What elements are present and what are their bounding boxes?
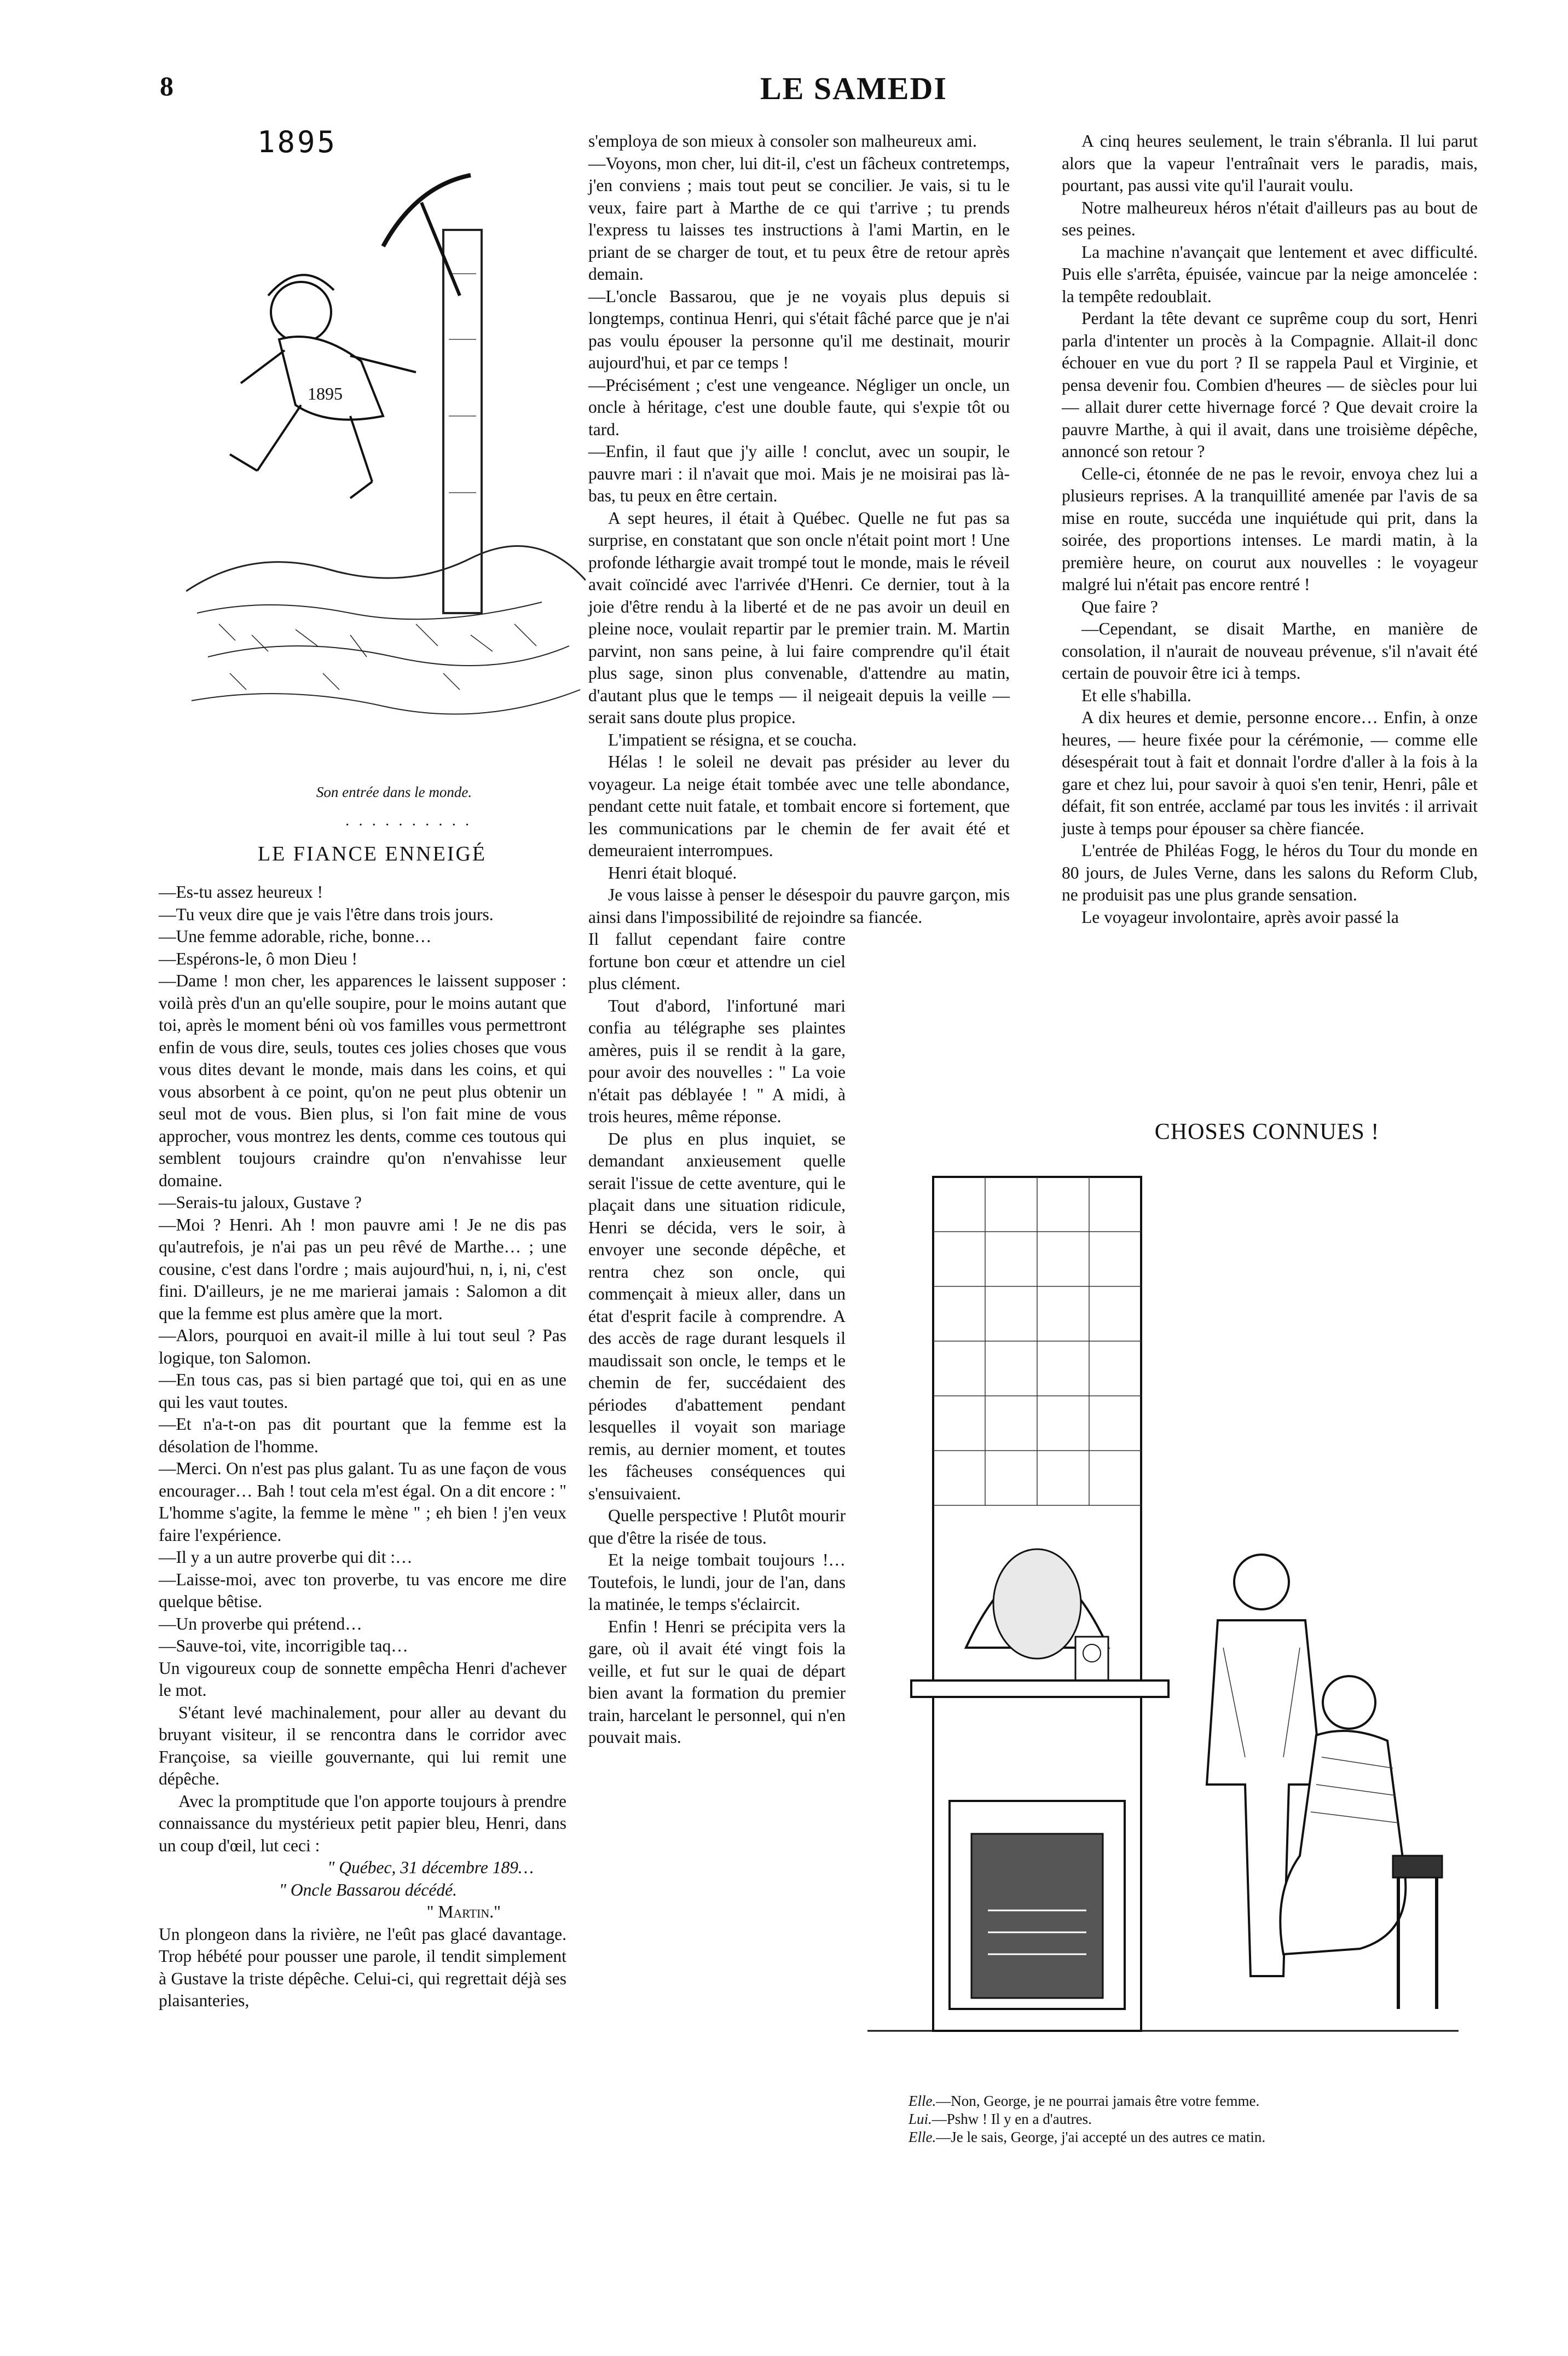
section-title: CHOSES CONNUES ! — [1154, 1119, 1380, 1145]
caption-line — [909, 2092, 1472, 2110]
paragraph: De plus en plus inquiet, se demandant anxieusement quelle serait l'issue de cette aventure, qui le plaçait dans une situation ridicule, Henri se décida, vers le soir, à envoyer une seconde dépêche, et rentra chez son oncle, qui commençait à mieux aller, dans un état d'esprit facile à comprendre. A des accès de rage durant lesquels il maudissait son oncle, le temps et le chemin de fer, succédaient des périodes d'abattement pendant lesquelles il voyait son mariage remis, au dernier moment, et toutes les fâcheuses conséquences qui s'ensuivaient. — [588, 1129, 846, 1503]
illustration-new-year-child — [186, 164, 586, 766]
story-title: LE FIANCE ENNEIGÉ — [257, 842, 487, 865]
paragraph: —Dame ! mon cher, les apparences le laissent supposer : voilà près d'un an qu'elle soupire, pour le moins autant que toi, après le moment béni où vos familles vous permettront enfin de vous dire, seuls, toutes ces jolies choses que vous vous dites devant le monde, mais dans les coins, et qui vous absorbent à ce point, qu'on ne peut plus obtenir un seul mot de vous. Bien plus, si l'on fait mine de vous approcher, vous montrez les dents, comme ces toutous qui semblent toujours craindre qu'on n'envahisse leur domaine. — [159, 971, 566, 1190]
paragraph: —Es-tu assez heureux ! — [159, 882, 323, 902]
paragraph: —Un proverbe qui prétend… — [159, 1614, 362, 1633]
paragraph: —En tous cas, pas si bien partagé que toi, qui en as une qui les vaut toutes. — [159, 1370, 566, 1412]
paragraph: La machine n'avançait que lentement et avec difficulté. Puis elle s'arrêta, épuisée, vaincue par la neige amoncelée : la tempête redoublait. — [1062, 242, 1478, 306]
paragraph: Henri était bloqué. — [608, 863, 737, 882]
paragraph: Perdant la tête devant ce suprême coup du sort, Henri parla d'intenter un procès à la Compagnie. Allait-il donc échouer en vue du port ? Il se rappela Paul et Virginie, et pensa devenir fou. Combien d'heures — de siècles pour lui — allait durer cette hivernage forcé ? Que devait croire la pauvre Marthe, à qui il avait, dans une troisième dépêche, annoncé son retour ? — [1062, 309, 1478, 461]
column-1 — [159, 881, 566, 2012]
illustration-fireplace-couple — [867, 1155, 1459, 2080]
caption-text: —Non, George, je ne pourrai jamais être votre femme. — [936, 2093, 1260, 2109]
caption-text: —Pshw ! Il y en a d'autres. — [931, 2111, 1092, 2127]
paragraph: Et la neige tombait toujours !… Toutefois, le lundi, jour de l'an, dans la matinée, le temps s'éclaircit. — [588, 1550, 846, 1614]
paragraph: Quelle perspective ! Plutôt mourir que d'être la risée de tous. — [588, 1506, 846, 1547]
column-3 — [1062, 130, 1478, 928]
badge-year: 1895 — [308, 384, 343, 403]
caption-speaker: Elle. — [909, 2093, 936, 2109]
page-number: 8 — [160, 71, 173, 101]
paragraph: Celle-ci, étonnée de ne pas le revoir, envoya chez lui a plusieurs reprises. A la tranquillité amenée par l'avis de sa mise en route, succéda une inquiétude qui prit, dans la soirée, des proportions intenses. Le mardi matin, à la première heure, on courut aux nouvelles : le voyageur malgré lui n'était pas encore rentré ! — [1062, 464, 1478, 594]
journal-title: LE SAMEDI — [760, 71, 947, 106]
paragraph: —Laisse-moi, avec ton proverbe, tu vas encore me dire quelque bêtise. — [159, 1569, 566, 1611]
paragraph: Je vous laisse à penser le désespoir du pauvre garçon, mis ainsi dans l'impossibilité de rejoindre sa fiancée. — [588, 885, 1010, 927]
paragraph: —Tu veux dire que je vais l'être dans trois jours. — [159, 904, 494, 924]
paragraph: Un plongeon dans la rivière, ne l'eût pas glacé davantage. Trop hébété pour pousser une parole, il tendit simplement à Gustave la triste dépêche. Celui-ci, qui regrettait déjà ses plaisanteries, — [159, 1924, 566, 2010]
paragraph: —Précisément ; c'est une vengeance. Négliger un oncle, un oncle à héritage, c'est une double faute, qui s'expie tôt ou tard. — [588, 375, 1010, 439]
paragraph: —Enfin, il faut que j'y aille ! conclut, avec un soupir, le pauvre mari : il n'avait que moi. Mais je ne moisirai pas là-bas, tu peux en être certain. — [588, 442, 1010, 505]
caption-text: —Je le sais, George, j'ai accepté un des autres ce matin. — [936, 2129, 1266, 2145]
illustration-caption-dialogue — [909, 2092, 1472, 2146]
dispatch-line: " Québec, 31 décembre 189… — [327, 1858, 534, 1877]
paragraph: —Merci. On n'est pas plus galant. Tu as une façon de vous encourager… Bah ! tout cela m'est égal. On a dit encore : " L'homme s'agite, la femme le mène " ; eh bien ! j'en veux faire l'expérience. — [159, 1459, 566, 1545]
paragraph: Notre malheureux héros n'était d'ailleurs pas au bout de ses peines. — [1062, 198, 1478, 239]
paragraph: —Moi ? Henri. Ah ! mon pauvre ami ! Je ne dis pas qu'autrefois, je n'ai pas un peu rêvé de Marthe… ; une cousine, c'est dans l'ordre ; mais aujourd'hui, n, i, ni, c'est fini. D'ailleurs, je ne me marierai jamais : Salomon a dit que la femme est plus amère que la mort. — [159, 1215, 566, 1323]
paragraph: —Alors, pourquoi en avait-il mille à lui tout seul ? Pas logique, ton Salomon. — [159, 1326, 566, 1367]
illustration-title: 1895 — [257, 125, 338, 159]
paragraph: Avec la promptitude que l'on apporte toujours à prendre connaissance du mystérieux petit papier bleu, Henri, dans un coup d'œil, lut ceci : — [159, 1791, 566, 1855]
dispatch-signature: " Martin." — [426, 1902, 501, 1921]
paragraph: s'employa de son mieux à consoler son malheureux ami. — [588, 131, 977, 151]
caption-line — [909, 2128, 1472, 2146]
paragraph: Enfin ! Henri se précipita vers la gare, où il avait été vingt fois la veille, et fut sur le quai de départ bien avant la formation du premier train, harcelant le personnel, qui n'en pouvait mais. — [588, 1616, 846, 1747]
separator: · · · · · · · · · · — [345, 817, 472, 834]
caption-speaker: Elle. — [909, 2129, 936, 2145]
paragraph: Tout d'abord, l'infortuné mari confia au télégraphe ses plaintes amères, puis il se rendit à la gare, pour avoir des nouvelles : " La voie n'était pas déblayée ! " A midi, à trois heures, même réponse. — [588, 996, 846, 1126]
paragraph: A cinq heures seulement, le train s'ébranla. Il lui parut alors que la vapeur l'entraînait vers le paradis, mais, pourtant, pas aussi vite qu'il l'aurait voulu. — [1062, 131, 1478, 195]
paragraph: —Une femme adorable, riche, bonne… — [159, 927, 432, 946]
paragraph: —Cependant, se disait Marthe, en manière de consolation, il n'aurait de nouveau prévenue, s'il n'avait été certain de pouvoir être ici à temps. — [1062, 619, 1478, 683]
paragraph: S'étant levé machinalement, pour aller au devant du bruyant visiteur, il se rencontra dans le corridor avec Françoise, sa vieille gouvernante, qui lui remit une dépêche. — [159, 1702, 566, 1788]
paragraph: Que faire ? — [1081, 597, 1158, 616]
caption-line — [909, 2110, 1472, 2128]
caption-speaker: Lui. — [909, 2111, 932, 2127]
paragraph: —Sauve-toi, vite, incorrigible taq… — [159, 1636, 408, 1655]
paragraph: Le voyageur involontaire, après avoir passé la — [1081, 907, 1399, 927]
narrow-text-block — [588, 928, 846, 1749]
paragraph: L'impatient se résigna, et se coucha. — [608, 730, 857, 749]
paragraph: L'entrée de Philéas Fogg, le héros du Tour du monde en 80 jours, de Jules Verne, dans les salons du Reform Club, ne produisit pas une plus grande sensation. — [1062, 841, 1478, 904]
paragraph: A dix heures et demie, personne encore… Enfin, à onze heures, — heure fixée pour la cérémonie, — comme elle désespérait tout à fait et donnait l'ordre d'aller à la fois à la gare et chez lui, pour savoir à quoi s'en tenir, Henri, pâle et défait, fit son entrée, acclamé par tous les invités : il arrivait juste à temps pour épouser sa chère fiancée. — [1062, 708, 1478, 838]
paragraph: —Espérons-le, ô mon Dieu ! — [159, 949, 358, 968]
paragraph: —Voyons, mon cher, lui dit-il, c'est un fâcheux contretemps, j'en conviens ; mais tout peut se concilier. Je vais, si tu le veux, faire part à Marthe de ce qui t'arrive ; tu prends l'express tu laisses tes instructions à l'ami Martin, en le priant de se charger de tout, et tu peux être de retour après demain. — [588, 153, 1010, 284]
paragraph: Hélas ! le soleil ne devait pas présider au lever du voyageur. La neige était tombée avec une telle abondance, pendant cette nuit fatale, et tombait encore si fortement, que les communications par le chemin de fer avait été et demeuraient interrompues. — [588, 752, 1010, 860]
illustration-caption: Son entrée dans le monde. — [316, 784, 472, 800]
paragraph: —L'oncle Bassarou, que je ne voyais plus depuis si longtemps, continua Henri, qui s'était fâché parce que je n'ai pas voulu épouser la personne qu'il me destinait, mourir aujourd'hui, et par ce temps ! — [588, 286, 1010, 372]
paragraph: Il fallut cependant faire contre fortune bon cœur et attendre un ciel plus clément. — [588, 929, 846, 993]
paragraph: A sept heures, il était à Québec. Quelle ne fut pas sa surprise, en constatant que son oncle n'était point mort ! Une profonde léthargie avait trompé tout le monde, mais le réveil avait coïncidé avec l'arrivée d'Henri. Ce dernier, tout à la joie d'être rendu à la liberté et de ne pas avoir un deuil en pleine noce, voulait repartir par le premier train. M. Martin parvint, non sans peine, à lui faire comprendre qu'il était plus sage, sinon plus convenable, d'attendre au matin, d'autant plus que le temps — il neigeait depuis la veille — serait sans doute plus propice. — [588, 508, 1010, 727]
paragraph: —Et n'a-t-on pas dit pourtant que la femme est la désolation de l'homme. — [159, 1414, 566, 1456]
paragraph: —Il y a un autre proverbe qui dit :… — [159, 1547, 413, 1567]
paragraph: Un vigoureux coup de sonnette empêcha Henri d'achever le mot. — [159, 1658, 566, 1700]
dispatch-line: " Oncle Bassarou décédé. — [279, 1880, 457, 1899]
paragraph: Et elle s'habilla. — [1081, 685, 1191, 705]
paragraph: —Serais-tu jaloux, Gustave ? — [159, 1193, 362, 1212]
